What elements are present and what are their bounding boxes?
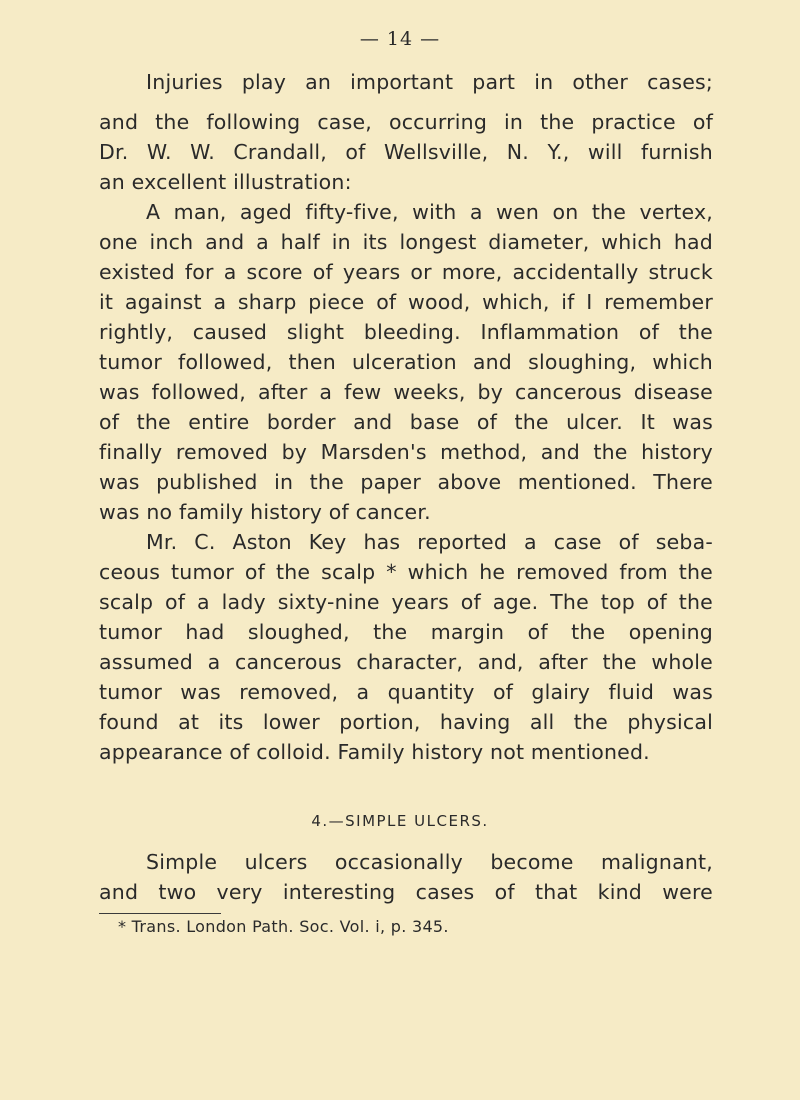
- footnote-divider: [99, 913, 221, 914]
- paragraph-4-line-2: and two very interesting cases of that kind were: [99, 880, 713, 904]
- paragraph-1-line-4: an excellent illustration:: [99, 170, 352, 194]
- paragraph-3-line-4: tumor had sloughed, the margin of the opening: [99, 620, 713, 644]
- paragraph-1-line-1: Injuries play an important part in other cases;: [146, 70, 713, 94]
- paragraph-2-line-6: tumor followed, then ulceration and sloughing, which: [99, 350, 713, 374]
- paragraph-3-line-1: Mr. C. Aston Key has reported a case of seba-: [146, 530, 713, 554]
- paragraph-3-line-6: tumor was removed, a quantity of glairy fluid was: [99, 680, 713, 704]
- paragraph-2-line-4: it against a sharp piece of wood, which, if I remember: [99, 290, 713, 314]
- paragraph-2-line-1: A man, aged fifty-five, with a wen on the vertex,: [146, 200, 713, 224]
- footnote: * Trans. London Path. Soc. Vol. i, p. 345.: [118, 917, 449, 936]
- paragraph-2-line-11: was no family history of cancer.: [99, 500, 431, 524]
- paragraph-2-line-7: was followed, after a few weeks, by cancerous disease: [99, 380, 713, 404]
- paragraph-2-line-3: existed for a score of years or more, accidentally struck: [99, 260, 713, 284]
- paragraph-2-line-5: rightly, caused slight bleeding. Inflammation of the: [99, 320, 713, 344]
- paragraph-2-line-2: one inch and a half in its longest diameter, which had: [99, 230, 713, 254]
- paragraph-2-line-8: of the entire border and base of the ulcer. It was: [99, 410, 713, 434]
- paragraph-3-line-2: ceous tumor of the scalp * which he removed from the: [99, 560, 713, 584]
- paragraph-3-line-8: appearance of colloid. Family history not mentioned.: [99, 740, 650, 764]
- paragraph-3-line-5: assumed a cancerous character, and, after the whole: [99, 650, 713, 674]
- paragraph-2-line-10: was published in the paper above mentioned. There: [99, 470, 713, 494]
- section-heading: 4.—SIMPLE ULCERS.: [311, 812, 489, 830]
- paragraph-1-line-2: and the following case, occurring in the practice of: [99, 110, 713, 134]
- paragraph-3-line-7: found at its lower portion, having all the physical: [99, 710, 713, 734]
- paragraph-3-line-3: scalp of a lady sixty-nine years of age. The top of the: [99, 590, 713, 614]
- page-number: — 14 —: [359, 28, 441, 50]
- paragraph-4-line-1: Simple ulcers occasionally become malignant,: [146, 850, 713, 874]
- paragraph-1-line-3: Dr. W. W. Crandall, of Wellsville, N. Y., will furnish: [99, 140, 713, 164]
- paragraph-2-line-9: finally removed by Marsden's method, and the history: [99, 440, 713, 464]
